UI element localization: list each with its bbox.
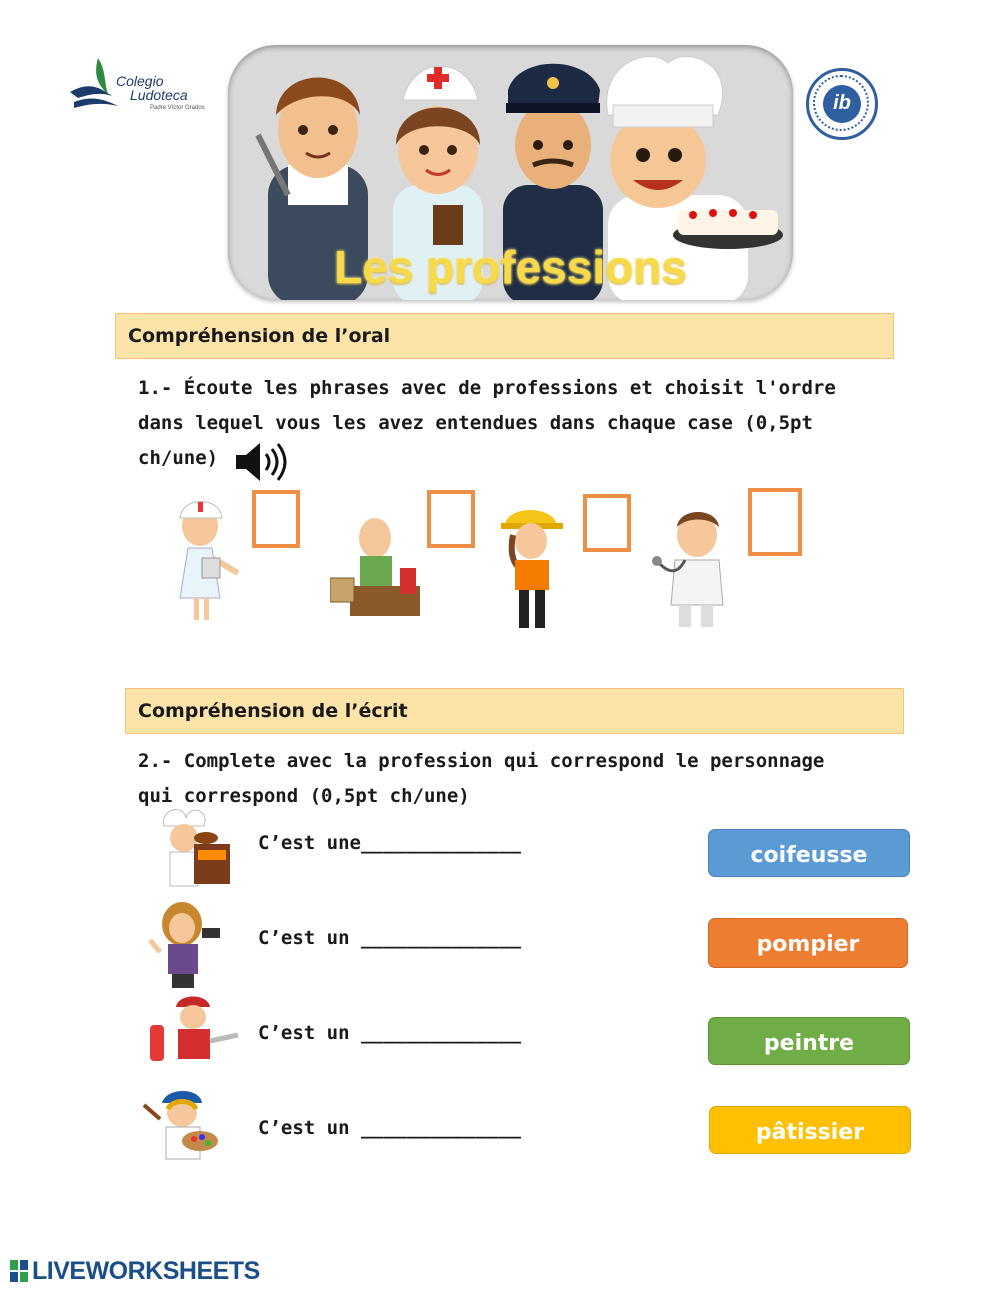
section-ecrit-title: Compréhension de l’écrit: [125, 688, 904, 734]
order-box-2[interactable]: [427, 490, 475, 548]
sentence-1[interactable]: C’est une______________: [258, 832, 522, 854]
construction-worker-image: [495, 505, 570, 630]
school-logo: Colegio Ludoteca Padre Víctor Grados: [68, 52, 208, 118]
footer-brand[interactable]: LIVEWORKSHEETS: [32, 1257, 260, 1285]
sentence-3[interactable]: C’est un ______________: [258, 1022, 522, 1044]
header-banner: [228, 45, 793, 300]
sentence-4[interactable]: C’est un ______________: [258, 1117, 522, 1139]
liveworksheets-logo-icon: [10, 1260, 28, 1282]
audio-speaker-icon[interactable]: [234, 441, 288, 483]
baker-image: [150, 808, 232, 888]
word-coifeusse[interactable]: coifeusse: [708, 829, 910, 877]
instruction-2-line2: qui correspond (0,5pt ch/une): [138, 785, 470, 807]
word-patissier[interactable]: pâtissier: [709, 1106, 911, 1154]
firefighter-image: [146, 995, 242, 1070]
instruction-1-line2: dans lequel vous les avez entendues dans chaque case (0,5pt: [138, 412, 813, 434]
sentence-2[interactable]: C’est un ______________: [258, 927, 522, 949]
order-box-4[interactable]: [748, 488, 802, 556]
word-peintre[interactable]: peintre: [708, 1017, 910, 1065]
hairdresser-image: [144, 900, 226, 990]
instruction-2-line1: 2.- Complete avec la profession qui correspond le personnage: [138, 750, 825, 772]
painter-image: [138, 1085, 222, 1163]
doctor-image: [645, 505, 745, 630]
section-oral-title: Compréhension de l’oral: [115, 313, 894, 359]
order-box-3[interactable]: [583, 494, 631, 552]
banner-title: Les professions: [334, 241, 687, 293]
instruction-1-line1: 1.- Écoute les phrases avec de professions et choisit l'ordre: [138, 377, 836, 399]
ib-logo: [806, 68, 878, 140]
ib-mark: ib: [823, 85, 861, 123]
carpenter-image: [330, 508, 425, 618]
nurse-image: [160, 498, 255, 623]
word-pompier[interactable]: pompier: [708, 918, 908, 968]
order-box-1[interactable]: [252, 490, 300, 548]
instruction-1-line3: ch/une): [138, 447, 219, 469]
